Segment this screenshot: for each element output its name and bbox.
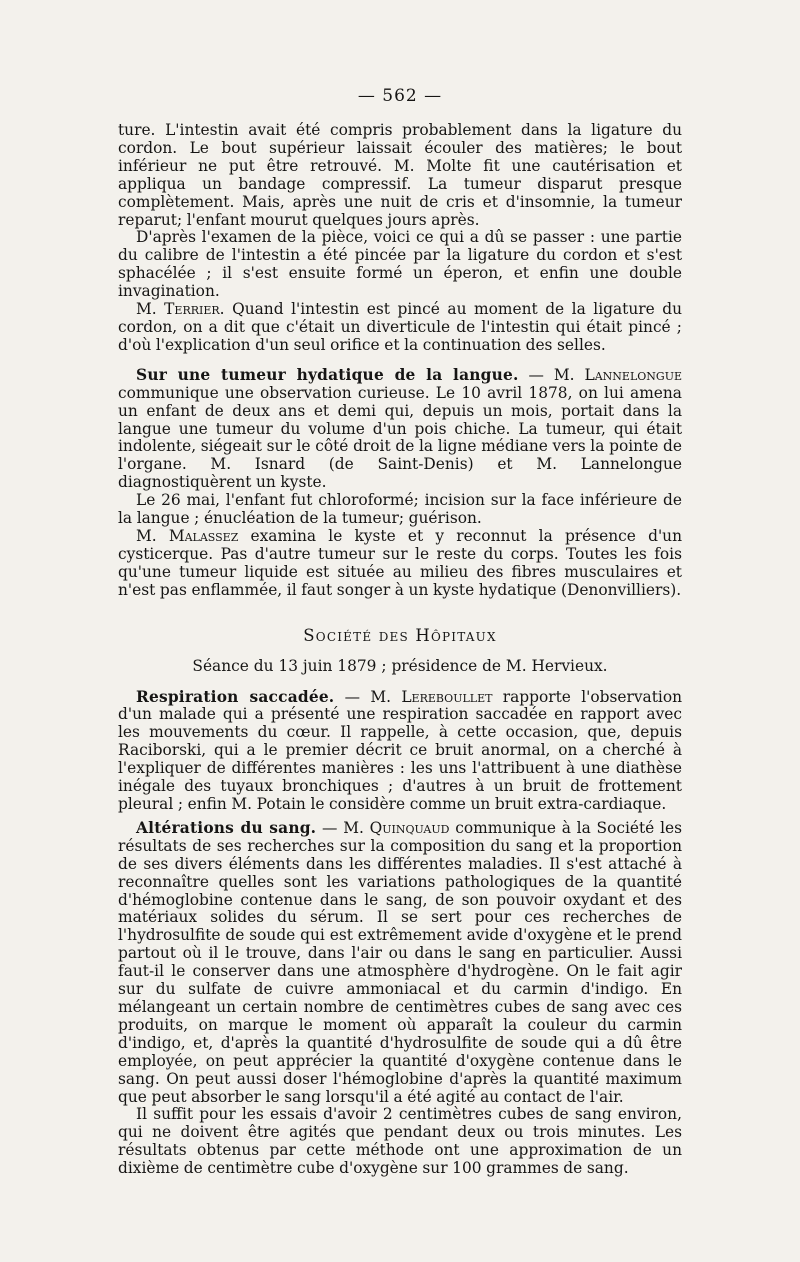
speaker-name: M. Quinquaud xyxy=(343,818,450,837)
section-title: Société des Hôpitaux xyxy=(303,625,497,645)
paragraph-examen-piece: D'après l'examen de la pièce, voici ce qui a dû se passer : une partie du calibre de l'intestin a été pincée par la ligature du cordon et s'est sphacélée ; il s'est ensuite formé un éperon, et enfin une double invagination. xyxy=(118,228,682,301)
article-heading: Sur une tumeur hydatique de la langue. xyxy=(136,365,519,384)
speaker-name: M. Terrier. xyxy=(136,300,225,319)
paragraph-malassez xyxy=(118,528,682,600)
speaker-name: M. Lannelongue xyxy=(553,365,682,384)
paragraph-text: rapporte l'observation d'un malade qui a présenté une respiration saccadée en rapport avec les mouvements du cœur. Il rappelle, à cette occasion, que, depuis Raciborski, qui a le premier décrit ce bruit anormal, on a cherché à l'expliquer de différentes manières : les uns l'attribuent à une diathèse inégale des tuyaux bronchiques ; d'autres à un bruit de frottement pleural ; enfin M. Potain le considère comme un bruit extra-cardiaque. xyxy=(118,687,682,813)
page-number: — 562 — xyxy=(357,86,443,106)
paragraph-text: communique à la Société les résultats de ses recherches sur la composition du sang et la proportion de ses divers éléments dans les différentes maladies. Il s'est attaché à reconnaître quelles sont les variations pathologiques de la quantité d'hémoglobine contenue dans le sang, de son pouvoir oxydant et des matériaux solides du sérum. Il se sert pour ces recherches de l'hydrosulfite de soude qui est extrêmement avide d'oxygène et le prend partout où il le trouve, dans l'air ou dans le sang en particulier. Aussi faut-il le conserver dans une atmosphère d'hydrogène. On le fait agir sur du sulfate de cuivre ammoniacal et du carmin d'indigo. En mélangeant un certain nombre de centimètres cubes de sang avec ces produits, on marque le moment où apparaît la couleur du carmin d'indigo, et, d'après la quantité d'hydrosulfite de soude qui a dû être employée, on peut apprécier la quantité d'oxygène contenue dans le sang. On peut aussi doser l'hémoglobine d'après la quantité maximum que peut absorber le sang lorsqu'il a été agité au contact de l'air. xyxy=(118,818,682,1106)
speaker-name: M. Malassez xyxy=(136,526,239,545)
paragraph-respiration: Respiration saccadée. — M. Lereboullet rapporte l'observation d'un malade qui a présenté une respiration saccadée en rapport avec les mouvements du cœur. Il rappelle, à cette occasion, que, depuis Raciborski, qui a le premier décrit ce bruit anormal, on a cherché à l'expliquer de différentes manières : les uns l'attribuent à une diathèse inégale des tuyaux bronchiques ; d'autres à un bruit de frottement pleural ; enfin M. Potain le considère comme un bruit extra-cardiaque. xyxy=(118,687,682,813)
paragraph-tumeur-hydatique: Sur une tumeur hydatique de la langue. — M. Lannelongue communique une observation curieuse. Le 10 avril 1878, on lui amena un enfant de deux ans et demi qui, depuis un mois, portait dans la langue une tumeur du volume d'un pois chiche. La tumeur, qui était indolente, siégeait sur le côté droit de la ligne médiane vers la pointe de l'organe. M. Isnard (de Saint-Denis) et M. Lannelongue diagnostiquèrent un kyste. xyxy=(118,365,682,492)
paragraph-text: examina le kyste et y reconnut la présence d'un cysticerque. Pas d'autre tumeur sur le reste du corps. Toutes les fois qu'une tumeur liquide est située au milieu des fibres musculaires et n'est pas enflammée, il faut songer à un kyste hydatique (Denonvilliers). xyxy=(118,526,683,599)
speaker-name: M. Lereboullet xyxy=(370,687,493,706)
paragraph-text: communique une observation curieuse. Le 10 avril 1878, on lui amena un enfant de deux ans et demi qui, depuis un mois, portait dans la langue une tumeur du volume d'un pois chiche. La tumeur, qui était indolente, siégeait sur le côté droit de la ligne médiane vers la pointe de l'organe. M. Isnard (de Saint-Denis) et M. Lannelongue diagnostiquèrent un kyste. xyxy=(118,383,682,492)
paragraph-intestin-continued: ture. L'intestin avait été compris probablement dans la ligature du cordon. Le bout supérieur laissait écouler des matières; le bout inférieur ne put être retrouvé. M. Molte fit une cautérisation et appliqua un bandage compressif. La tumeur disparut presque complètement. Mais, après une nuit de cris et d'insomnie, la tumeur reparut; l'enfant mourut quelques jours après. xyxy=(118,121,682,229)
paragraph-alterations-sang: Altérations du sang. — M. Quinquaud communique à la Société les résultats de ses recherches sur la composition du sang et la proportion de ses divers éléments dans les différentes maladies. Il s'est attaché à reconnaître quelles sont les variations pathologiques de la quantité d'hémoglobine contenue dans le sang, de son pouvoir oxydant et des matériaux solides du sérum. Il se sert pour ces recherches de l'hydrosulfite de soude qui est extrêmement avide d'oxygène et le prend partout où il le trouve, dans l'air ou dans le sang en particulier. Aussi faut-il le conserver dans une atmosphère d'hydrogène. On le fait agir sur du sulfate de cuivre ammoniacal et du carmin d'indigo. En mélangeant un certain nombre de centimètres cubes de sang avec ces produits, on marque le moment où apparaît la couleur du carmin d'indigo, et, d'après la quantité d'hydrosulfite de soude qui a dû être employée, on peut apprécier la quantité d'oxygène contenue dans le sang. On peut aussi doser l'hémoglobine d'après la quantité maximum que peut absorber le sang lorsqu'il a été agité au contact de l'air. xyxy=(118,818,682,1106)
text-column xyxy=(118,122,682,1178)
paragraph-operation: Le 26 mai, l'enfant fut chloroformé; incision sur la face inférieure de la langue ; énucléation de la tumeur; guérison. xyxy=(118,491,682,528)
paragraph-terrier xyxy=(118,301,682,355)
paragraph-text: Quand l'intestin est pincé au moment de la ligature du cordon, on a dit que c'était un diverticule de l'intestin qui était pincé ; d'où l'explication d'un seul orifice et la continuation des selles. xyxy=(118,300,682,354)
paragraph-essais: Il suffit pour les essais d'avoir 2 centimètres cubes de sang environ, qui ne doivent être agités que pendant deux ou trois minutes. Les résultats obtenus par cette méthode ont une approximation de un dixième de centimètre cube d'oxygène sur 100 grammes de sang. xyxy=(118,1105,682,1178)
session-line: Séance du 13 juin 1879 ; présidence de M. Hervieux. xyxy=(192,656,608,675)
article-heading: Respiration saccadée. xyxy=(136,687,335,706)
article-heading: Altérations du sang. xyxy=(136,818,317,837)
